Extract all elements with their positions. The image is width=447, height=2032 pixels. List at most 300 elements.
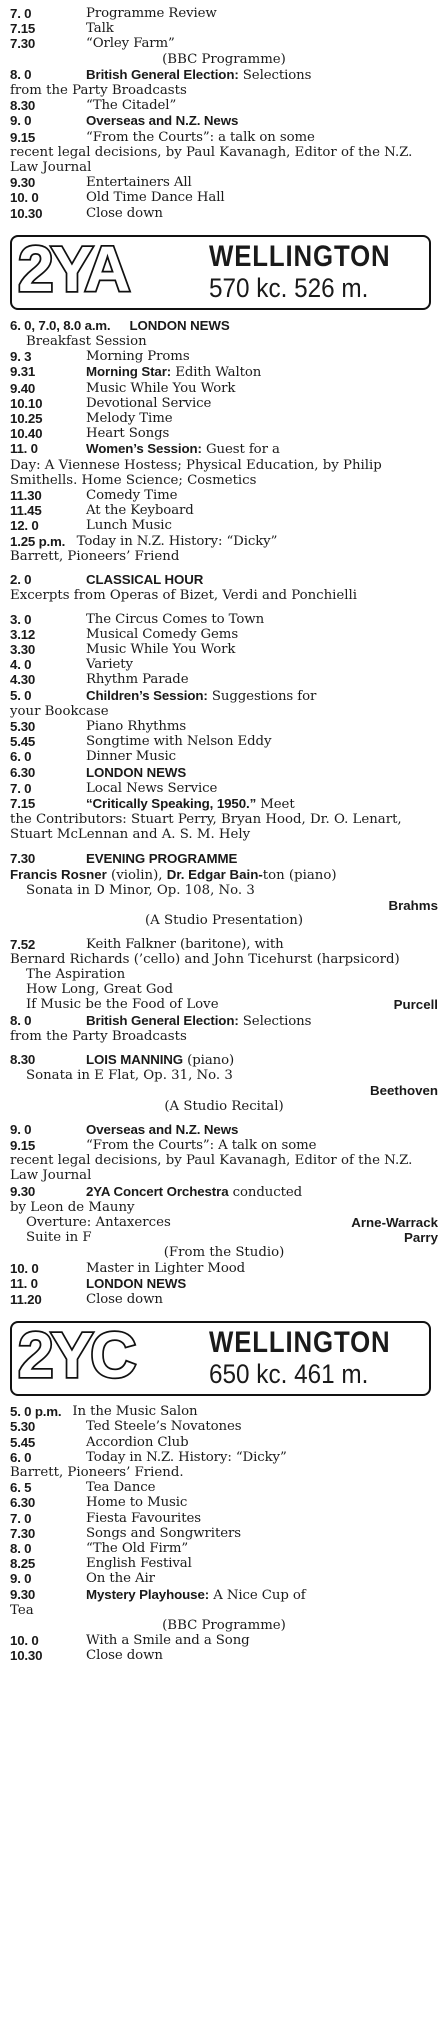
station-city: WELLINGTON (209, 239, 391, 273)
station-banner-2yc (10, 1321, 438, 1394)
entry-text (10, 1419, 438, 1434)
entry-text (10, 1526, 438, 1541)
listing-entry (10, 851, 438, 867)
listing-entry (10, 441, 438, 488)
entry-text (10, 1122, 438, 1138)
entry-time: 1.25 p.m. (10, 533, 66, 549)
composer-name: Parry (403, 1230, 438, 1246)
programme-item-title: The Aspiration (26, 966, 126, 982)
entry-highlight: Overseas and N.Z. News (86, 1121, 239, 1137)
listing-entry (10, 1526, 438, 1541)
entry-description: (piano) (183, 1052, 235, 1068)
programme-item (10, 967, 438, 982)
entry-text (10, 572, 438, 588)
programme-note: (BBC Programme) (162, 51, 286, 67)
entry-text (10, 1450, 438, 1465)
entry-description: Close down (86, 205, 163, 221)
entry-highlight: Women’s Session: (86, 441, 202, 457)
entry-description: Music While You Work (86, 380, 236, 396)
listing-entry (10, 1571, 438, 1586)
entry-text (10, 206, 438, 221)
listing-entry (10, 1618, 438, 1633)
entry-text (10, 851, 438, 867)
listing-entry (10, 688, 438, 719)
entry-time: 7. 0 (10, 1510, 32, 1526)
entry-time: 11.20 (10, 1292, 42, 1308)
entry-time: 9.30 (10, 1183, 36, 1199)
entry-time: 5. 0 p.m. (10, 1404, 62, 1420)
programme-item-title: Sonata in E Flat, Op. 31, No. 3 (26, 1068, 233, 1084)
entry-text (10, 1648, 438, 1663)
entry-time: 7.15 (10, 795, 36, 811)
entry-time: 9.15 (10, 129, 36, 145)
entry-text (10, 441, 438, 457)
listing-entry (10, 913, 438, 928)
listing-entry (10, 719, 438, 734)
entry-time: 7. 0 (10, 6, 32, 21)
entry-continuation: your Bookcase (10, 703, 109, 719)
listing-entry (10, 1404, 438, 1419)
programme-item (10, 1215, 438, 1230)
listing-entry (10, 1099, 438, 1114)
listing-entry (10, 67, 438, 98)
listing-section-top (10, 6, 438, 221)
entry-continuation: Barrett, Pioneers’ Friend (10, 548, 180, 564)
listing-entry (10, 1633, 438, 1648)
entry-description: Lunch Music (86, 518, 172, 534)
entry-text (10, 1404, 438, 1419)
listing-entry (10, 206, 438, 221)
programme-note: (A Studio Recital) (164, 1098, 284, 1114)
entry-description: Programme Review (86, 6, 217, 21)
entry-text (10, 411, 438, 426)
entry-time: 11.45 (10, 503, 42, 519)
listing-entry (10, 381, 438, 396)
entry-description: “From the Courts”: a talk on some (86, 129, 315, 145)
entry-time: 7.52 (10, 936, 36, 952)
entry-description: Fiesta Favourites (86, 1510, 201, 1526)
entry-time: 6.30 (10, 1495, 36, 1511)
entry-time: 6.30 (10, 764, 36, 780)
entry-text (10, 765, 438, 781)
entry-continuation: Day: A Viennese Hostess; Physical Education, by Philip Smithells. Home Science; Cosmetics (10, 457, 382, 488)
entry-description: Rhythm Parade (86, 672, 189, 688)
entry-text (10, 1556, 438, 1571)
entry-text (10, 130, 438, 145)
listing-entry (10, 883, 438, 898)
entry-text (10, 113, 438, 129)
entry-text (10, 67, 438, 83)
entry-time: 6. 5 (10, 1480, 32, 1496)
entry-time: 10. 0 (10, 1260, 39, 1276)
entry-text (10, 734, 438, 749)
listing-entry (10, 982, 438, 997)
entry-description: “The Old Firm” (86, 1541, 189, 1557)
programme-item (10, 997, 438, 1012)
entry-text (10, 1052, 438, 1068)
entry-highlight: LONDON NEWS (86, 1275, 187, 1291)
entry-description: Today in N.Z. History: “Dicky” (86, 1449, 287, 1465)
performer-name: Francis Rosner (10, 866, 107, 882)
entry-continuation: Bernard Richards (’cello) and John Ticehurst (harpsicord) (10, 951, 400, 967)
listing-entry (10, 1276, 438, 1292)
entry-highlight: Children’s Session: (86, 687, 208, 703)
entry-description: Variety (86, 657, 133, 673)
entry-description: Local News Service (86, 780, 218, 796)
entry-text (10, 1511, 438, 1526)
composer-name: Purcell (393, 997, 438, 1013)
listing-entry (10, 997, 438, 1012)
listing-entry (10, 781, 438, 796)
listing-entry (10, 364, 438, 380)
entry-description: Entertainers All (86, 175, 192, 191)
entry-description: Devotional Service (86, 395, 212, 411)
listing-entry (10, 657, 438, 672)
listing-entry (10, 334, 438, 349)
entry-time: 5.45 (10, 1434, 36, 1450)
listing-entry (10, 1245, 438, 1260)
listing-entry (10, 52, 438, 67)
entry-time: 6. 0, 7.0, 8.0 a.m. (10, 317, 111, 333)
entry-description: Selections (238, 1013, 312, 1029)
programme-item (10, 1230, 438, 1245)
entry-text (10, 488, 438, 503)
station-callsign: 2YC (18, 1319, 134, 1392)
programme-note: (A Studio Presentation) (144, 913, 304, 929)
listing-entry (10, 190, 438, 205)
listing-section-2yc (10, 1404, 438, 1663)
entry-time: 2. 0 (10, 572, 32, 588)
listing-entry (10, 175, 438, 190)
entry-description: “Orley Farm” (86, 36, 175, 52)
entry-text (10, 534, 438, 549)
entry-description: “From the Courts”: A talk on some (86, 1138, 317, 1153)
listing-entry (10, 642, 438, 657)
entry-description: Music While You Work (86, 641, 236, 657)
entry-description: Accordion Club (86, 1434, 189, 1450)
entry-description: Talk (86, 21, 114, 37)
entry-time: 8.30 (10, 98, 36, 114)
programme-item (10, 982, 438, 997)
entry-time: 7.30 (10, 850, 36, 866)
entry-highlight: 2YA Concert Orchestra (86, 1183, 229, 1199)
entry-time: 10.30 (10, 205, 43, 221)
entry-description: Piano Rhythms (86, 718, 187, 734)
entry-text (10, 749, 438, 764)
entry-highlight: Mystery Playhouse: (86, 1586, 210, 1602)
listing-entry (10, 734, 438, 749)
entry-time: 10. 0 (10, 1633, 39, 1649)
entry-text (10, 381, 438, 396)
listing-entry (10, 1450, 438, 1480)
programme-item (10, 1068, 438, 1083)
entry-description: Close down (86, 1292, 163, 1308)
entry-text (10, 1013, 438, 1029)
listing-entry (10, 1215, 438, 1230)
entry-time: 9.31 (10, 364, 36, 380)
entry-continuation: from the Party Broadcasts (10, 1028, 187, 1044)
listing-entry (10, 534, 438, 564)
entry-time: 9. 3 (10, 349, 32, 365)
listing-entry (10, 765, 438, 781)
entry-description: With a Smile and a Song (86, 1633, 250, 1649)
programme-note: (From the Studio) (163, 1245, 285, 1261)
listing-entry (10, 1511, 438, 1526)
entry-description: Comedy Time (86, 488, 178, 504)
entry-time: 9.30 (10, 1586, 36, 1602)
listing-entry (10, 36, 438, 51)
section-spacer (10, 843, 438, 851)
entry-description: Tea Dance (86, 1480, 156, 1496)
programme-item-title: Breakfast Session (26, 334, 147, 350)
entry-text (10, 1184, 438, 1200)
entry-time: 10.10 (10, 395, 43, 411)
listing-entry (10, 1230, 438, 1245)
entry-description: English Festival (86, 1556, 192, 1572)
entry-text (10, 781, 438, 796)
entry-time: 3. 0 (10, 611, 32, 627)
programme-note: (BBC Programme) (162, 1618, 286, 1634)
programme-item-title: If Music be the Food of Love (26, 997, 219, 1013)
entry-text (10, 627, 438, 642)
entry-time: 9. 0 (10, 113, 32, 129)
entry-time: 11. 0 (10, 441, 38, 457)
entry-text (10, 1633, 438, 1648)
entry-text (10, 1587, 438, 1603)
entry-text (10, 642, 438, 657)
entry-highlight: Morning Star: (86, 364, 172, 380)
programme-item-title: How Long, Great God (26, 982, 174, 998)
listing-entry (10, 1292, 438, 1307)
entry-text (10, 503, 438, 518)
programme-item-title: Suite in F (26, 1230, 92, 1246)
entry-highlight: LONDON NEWS (125, 317, 230, 333)
entry-text (10, 396, 438, 411)
entry-text (10, 518, 438, 533)
entry-time: 8. 0 (10, 66, 32, 82)
entry-time: 5.30 (10, 718, 36, 734)
station-frequency: 650 kc. 461 m. (209, 1359, 369, 1390)
programme-item (10, 883, 438, 898)
entry-time: 9.30 (10, 175, 36, 191)
entry-time: 8. 0 (10, 1012, 32, 1028)
listing-entry (10, 572, 438, 588)
entry-time: 5.30 (10, 1419, 36, 1435)
section-spacer (10, 604, 438, 612)
entry-highlight: CLASSICAL HOUR (86, 572, 204, 588)
entry-time: 8.25 (10, 1556, 36, 1572)
entry-time: 7. 0 (10, 780, 32, 796)
section-spacer (10, 1114, 438, 1122)
section-spacer (10, 929, 438, 937)
listing-entry (10, 1419, 438, 1434)
entry-description: On the Air (86, 1571, 155, 1587)
listing-entry (10, 1122, 438, 1138)
entry-text (10, 426, 438, 441)
listing-entry (10, 672, 438, 687)
entry-description: Today in N.Z. History: “Dicky” (72, 533, 278, 549)
entry-time: 8. 0 (10, 1541, 32, 1557)
entry-description: Heart Songs (86, 426, 170, 442)
entry-text (10, 349, 438, 364)
entry-description: Ted Steele’s Novatones (86, 1419, 242, 1435)
listing-entry (10, 867, 438, 883)
listing-entry (10, 21, 438, 36)
entry-time: 9. 0 (10, 1571, 32, 1587)
entry-description: Home to Music (86, 1495, 188, 1511)
entry-text (10, 1292, 438, 1307)
performer-line (10, 867, 438, 883)
listing-entry (10, 1052, 438, 1068)
entry-continuation: by Leon de Mauny (10, 1199, 135, 1215)
entry-time: 6. 0 (10, 1449, 32, 1465)
listing-entry (10, 796, 438, 843)
listing-entry (10, 503, 438, 518)
listing-entry (10, 113, 438, 129)
listing-entry (10, 1083, 438, 1098)
entry-description: conducted (228, 1184, 303, 1200)
entry-text (10, 688, 438, 704)
performer-instrument: (violin), (106, 867, 167, 883)
listing-entry (10, 318, 438, 334)
entry-text (10, 1541, 438, 1556)
entry-text (10, 175, 438, 190)
entry-description: Melody Time (86, 411, 173, 427)
section-spacer (10, 1044, 438, 1052)
programme-item (10, 334, 438, 349)
programme-item-title: Sonata in D Minor, Op. 108, No. 3 (26, 882, 255, 898)
station-callsign: 2YA (18, 232, 128, 305)
entry-text (10, 672, 438, 687)
listing-entry (10, 898, 438, 913)
entry-time: 7.15 (10, 21, 36, 37)
entry-text (10, 937, 438, 952)
listing-entry (10, 349, 438, 364)
listing-entry (10, 1587, 438, 1618)
station-city: WELLINGTON (209, 1326, 391, 1360)
entry-highlight: “Critically Speaking, 1950.” (86, 795, 257, 811)
station-banner-2ya (10, 232, 438, 308)
entry-description: Morning Proms (86, 349, 190, 365)
entry-text (10, 1435, 438, 1450)
entry-time: 6. 0 (10, 749, 32, 765)
entry-text (10, 21, 438, 36)
entry-description: A Nice Cup of (209, 1587, 306, 1603)
entry-time: 5.45 (10, 734, 36, 750)
listing-entry (10, 1495, 438, 1510)
listing-entry (10, 627, 438, 642)
entry-highlight: British General Election: (86, 1012, 239, 1028)
listing-section-2ya (10, 318, 438, 1307)
entry-time: 11.30 (10, 488, 42, 504)
listing-entry (10, 396, 438, 411)
entry-continuation: recent legal decisions, by Paul Kavanagh, Editor of the N.Z. Law Journal (10, 144, 413, 176)
entry-continuation: from the Party Broadcasts (10, 83, 187, 99)
entry-continuation: recent legal decisions, by Paul Kavanagh, Editor of the N.Z. Law Journal (10, 1153, 413, 1184)
composer-name: Arne-Warrack (351, 1215, 438, 1231)
entry-description: Selections (238, 67, 312, 83)
listing-entry (10, 411, 438, 426)
listing-entry (10, 488, 438, 503)
composer-name: Brahms (388, 898, 438, 914)
entry-text (10, 6, 438, 21)
listing-entry (10, 1480, 438, 1495)
listing-entry (10, 588, 438, 603)
entry-text (10, 1571, 438, 1586)
listing-entry (10, 1435, 438, 1450)
entry-description: Dinner Music (86, 749, 176, 765)
entry-highlight: EVENING PROGRAMME (86, 850, 238, 866)
listing-entry (10, 426, 438, 441)
entry-description: Old Time Dance Hall (86, 190, 225, 206)
station-frequency: 570 kc. 526 m. (209, 272, 369, 303)
entry-time: 9.15 (10, 1138, 36, 1153)
listing-entry (10, 967, 438, 982)
entry-text (10, 796, 438, 812)
entry-description: The Circus Comes to Town (86, 611, 265, 627)
listing-entry (10, 6, 438, 21)
entry-text (10, 1480, 438, 1495)
entry-time: 4.30 (10, 672, 36, 688)
performer-instrument: ton (piano) (262, 867, 337, 883)
entry-text (10, 719, 438, 734)
entry-description: At the Keyboard (86, 503, 194, 519)
listing-entry (10, 518, 438, 533)
entry-description: “The Citadel” (86, 98, 177, 114)
listing-entry (10, 1184, 438, 1215)
listing-entry (10, 937, 438, 967)
entry-description: Meet (256, 796, 295, 812)
entry-description: Keith Falkner (baritone), with (86, 936, 284, 952)
entry-time: 10.30 (10, 1648, 43, 1664)
performer-name: Dr. Edgar Bain- (166, 866, 263, 882)
entry-text (10, 1276, 438, 1292)
entry-time: 7.30 (10, 1525, 36, 1541)
entry-time: 9.40 (10, 380, 36, 396)
entry-continuation: Barrett, Pioneers’ Friend. (10, 1465, 184, 1481)
entry-time: 9. 0 (10, 1121, 32, 1137)
entry-time: 8.30 (10, 1051, 36, 1067)
listing-entry (10, 1541, 438, 1556)
entry-time: 4. 0 (10, 657, 32, 673)
entry-text (10, 1138, 438, 1153)
composer-name: Beethoven (370, 1083, 438, 1099)
entry-description: Close down (86, 1648, 163, 1664)
entry-time: 12. 0 (10, 518, 39, 534)
listing-entry (10, 98, 438, 113)
entry-text (10, 612, 438, 627)
entry-text (10, 1261, 438, 1276)
entry-time: 10.25 (10, 411, 43, 427)
section-spacer (10, 564, 438, 572)
listing-entry (10, 1648, 438, 1663)
entry-description: Master in Lighter Mood (86, 1260, 246, 1276)
entry-description: In the Music Salon (68, 1404, 198, 1420)
entry-time: 3.30 (10, 641, 36, 657)
entry-time: 10.40 (10, 426, 43, 442)
listing-entry (10, 749, 438, 764)
entry-description: Songs and Songwriters (86, 1525, 241, 1541)
entry-continuation: Excerpts from Operas of Bizet, Verdi and Ponchielli (10, 588, 358, 604)
entry-highlight: LONDON NEWS (86, 764, 187, 780)
entry-description: Suggestions for (207, 688, 317, 704)
entry-description: Edith Walton (171, 365, 262, 381)
listing-entry (10, 612, 438, 627)
listing-entry (10, 1013, 438, 1044)
entry-highlight: LOIS MANNING (86, 1051, 184, 1067)
entry-description: Songtime with Nelson Eddy (86, 734, 272, 750)
listing-entry (10, 1068, 438, 1083)
